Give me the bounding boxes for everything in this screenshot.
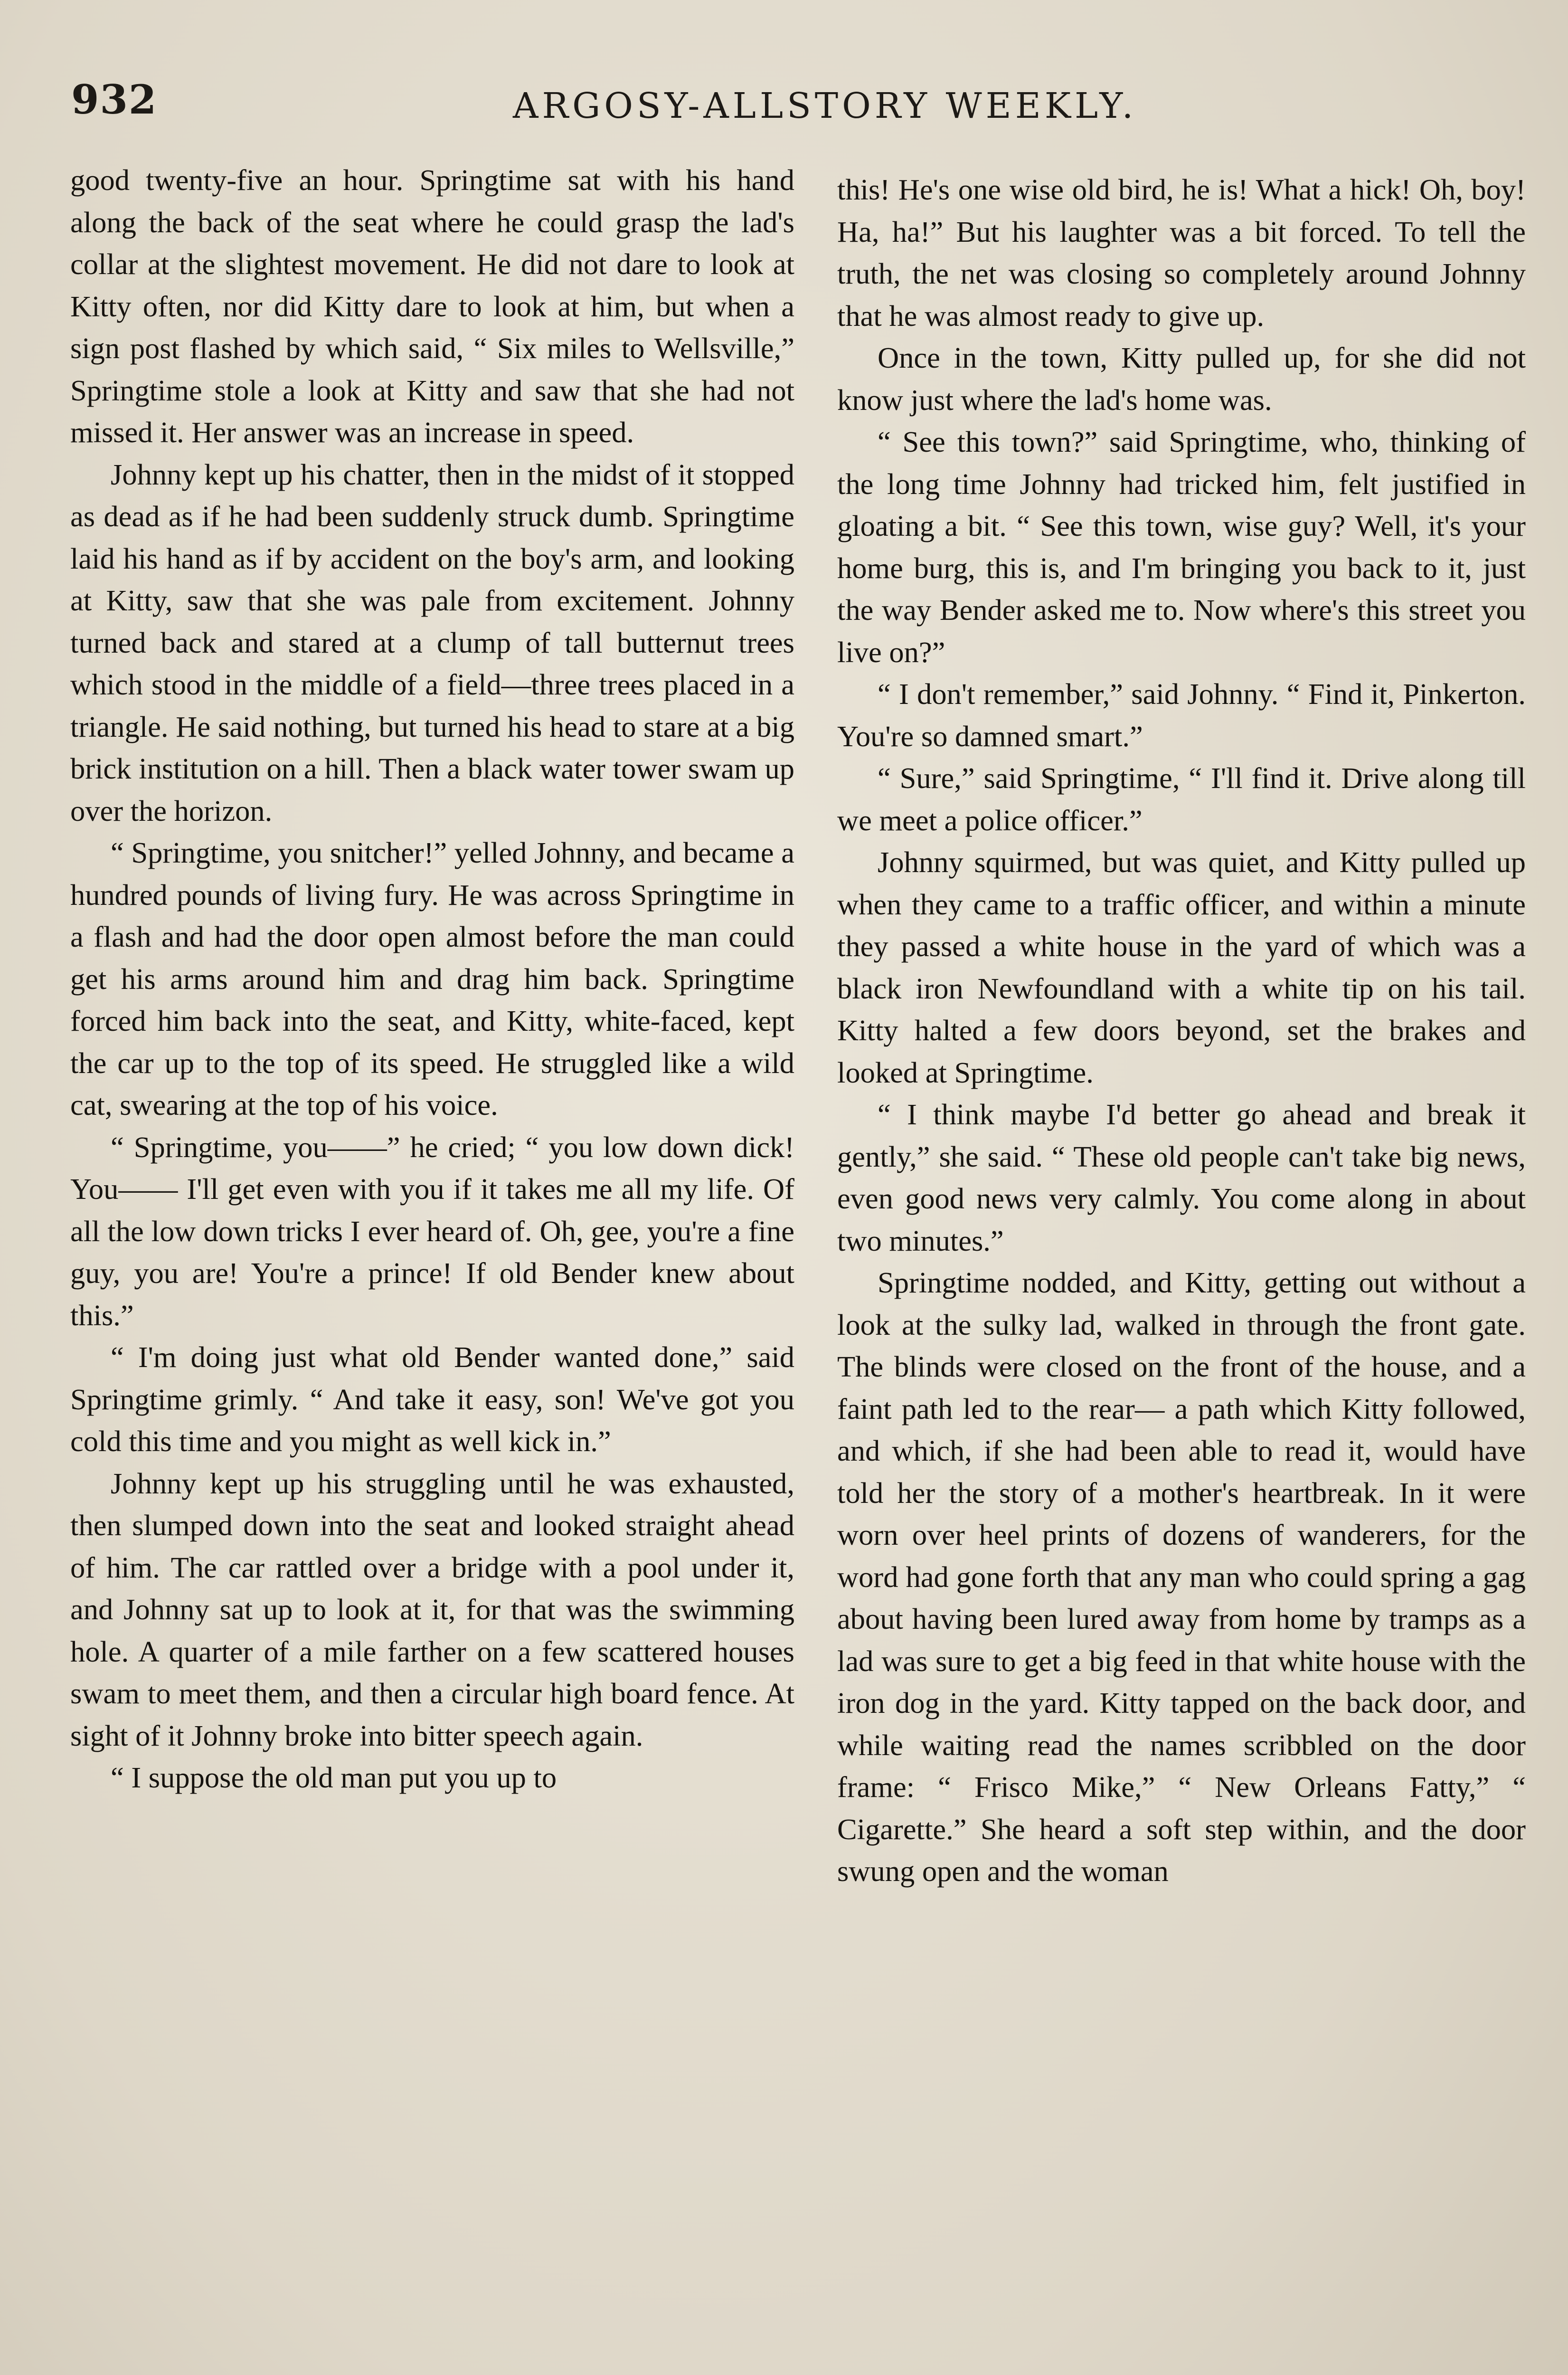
page-number: 932 (71, 76, 158, 123)
paragraph: “ I suppose the old man put you up to (111, 1761, 557, 1794)
paragraph: Johnny kept up his chatter, then in the midst of it stopped as dead as if he had been suddenly struck dumb. Springtime laid his hand as if by accident on the boy's arm, and looking at Kitty, saw that she was pale from excitement. Johnny turned back and stared at a clump of tall butternut trees which stood in the middle of a field—three trees placed in a triangle. He said nothing, but turned his head to stare at a big brick institution on a hill. Then a black water tower swam up over the horizon. (70, 457, 794, 827)
paragraph: “ I don't remember,” said Johnny. “ Find it, Pinkerton. You're so damned smart.” (837, 677, 1526, 753)
paragraph: Springtime nodded, and Kitty, getting out without a look at the sulky lad, walked in through the front gate. The blinds were closed on the front of the house, and a faint path led to the rear— a path which Kitty followed, and which, if she had been able to read it, would have told her the story of a mother's heartbreak. In it were worn over heel prints of dozens of wanderers, for the word had gone forth that any man who could spring a gag about having been lured away from home by tramps as a lad was sure to get a big feed in that white house with the iron dog in the yard. Kitty tapped on the back door, and while waiting read the names scribbled on the door frame: “ Frisco Mike,” “ New Orleans Fatty,” “ Cigarette.” She heard a soft step within, and the door swung open and the woman (837, 1266, 1526, 1888)
paragraph: “ I'm doing just what old Bender wanted done,” said Springtime grimly. “ And take it easy, son! We've got you cold this time and you might as well kick in.” (70, 1340, 794, 1458)
right-column (837, 169, 1526, 1892)
paragraph: “ Springtime, you snitcher!” yelled Johnny, and became a hundred pounds of living fury. He was across Springtime in a flash and had the door open almost before the man could get his arms around him and drag him back. Springtime forced him back into the seat, and Kitty, white-faced, kept the car up to the top of its speed. He struggled like a wild cat, swearing at the top of his voice. (70, 836, 794, 1121)
paragraph: “ Sure,” said Springtime, “ I'll find it. Drive along till we meet a police officer.” (837, 761, 1526, 837)
paragraph: Johnny squirmed, but was quiet, and Kitty pulled up when they came to a traffic officer, and within a minute they passed a white house in the yard of which was a black iron Newfoundland with a white tip on his tail. Kitty halted a few doors beyond, set the brakes and looked at Springtime. (837, 846, 1526, 1089)
page-header (71, 76, 1520, 142)
paragraph: Johnny kept up his struggling until he was exhausted, then slumped down into the seat and looked straight ahead of him. The car rattled over a bridge with a pool under it, and Johnny sat up to look at it, for that was the swimming hole. A quarter of a mile farther on a few scattered houses swam to meet them, and then a circular high board fence. At sight of it Johnny broke into bitter speech again. (70, 1466, 794, 1752)
paragraph: Once in the town, Kitty pulled up, for she did not know just where the lad's home was. (837, 341, 1526, 417)
paragraph: good twenty-five an hour. Springtime sat with his hand along the back of the seat where he could grasp the lad's collar at the slightest movement. He did not dare to look at Kitty often, nor did Kitty dare to look at him, but when a sign post flashed by which said, “ Six miles to Wellsville,” Springtime stole a look at Kitty and saw that she had not missed it. Her answer was an increase in speed. (70, 163, 794, 449)
left-column (70, 159, 794, 1799)
paragraph: “ Springtime, you——” he cried; “ you low down dick! You—— I'll get even with you if it takes me all my life. Of all the low down tricks I ever heard of. Oh, gee, you're a fine guy, you are! You're a prince! If old Bender knew about this.” (70, 1130, 794, 1332)
paragraph: “ I think maybe I'd better go ahead and break it gently,” she said. “ These old people can't take big news, even good news very calmly. You come along in about two minutes.” (837, 1098, 1526, 1257)
paragraph: this! He's one wise old bird, he is! What a hick! Oh, boy! Ha, ha!” But his laughter was a bit forced. To tell the truth, the net was closing so completely around Johnny that he was almost ready to give up. (837, 173, 1526, 332)
running-head: ARGOSY-ALLSTORY WEEKLY. (513, 86, 1137, 126)
paragraph: “ See this town?” said Springtime, who, thinking of the long time Johnny had tricked him, felt justified in gloating a bit. “ See this town, wise guy? Well, it's your home burg, this is, and I'm bringing you back to it, just the way Bender asked me to. Now where's this street you live on?” (837, 425, 1526, 669)
